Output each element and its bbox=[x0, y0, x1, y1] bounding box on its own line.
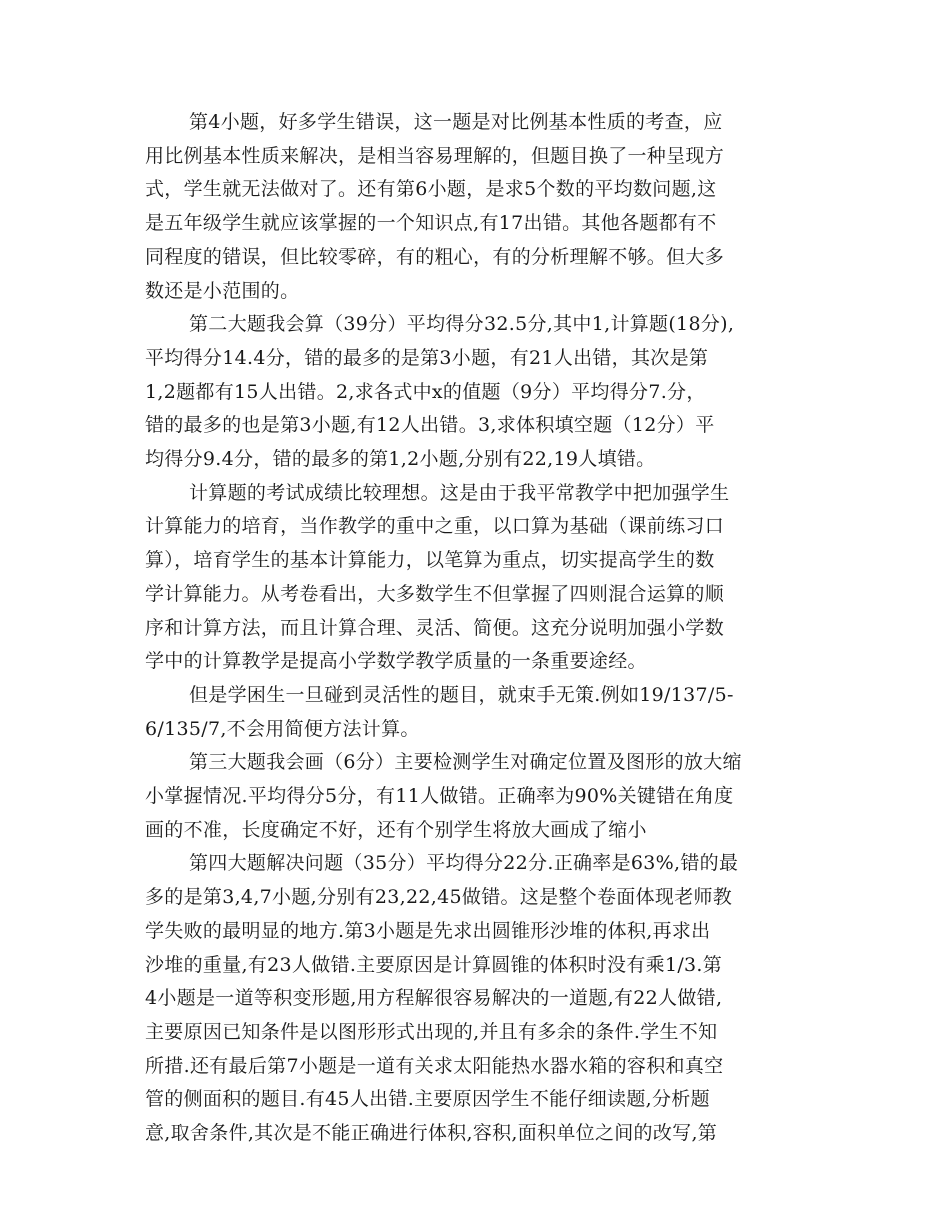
text-line: 是五年级学生就应该掌握的一个知识点,有17出错。其他各题都有不 bbox=[145, 212, 717, 235]
text-line: 计算题的考试成绩比较理想。这是由于我平常教学中把加强学生 bbox=[189, 481, 730, 504]
text-line: 学中的计算教学是提高小学数学教学质量的一条重要途经。 bbox=[145, 650, 647, 673]
paragraph-part-four-problem-solving bbox=[145, 847, 805, 1150]
paragraph-question-4-analysis bbox=[145, 106, 805, 308]
text-line: 所措.还有最后第7小题是一道有关求太阳能热水器水箱的容积和真空 bbox=[145, 1054, 724, 1077]
paragraph-calculation-results bbox=[145, 477, 805, 679]
text-line: 同程度的错误，但比较零碎，有的粗心，有的分析理解不够。但大多 bbox=[145, 245, 725, 268]
text-line: 画的不准，长度确定不好，还有个别学生将放大画成了缩小 bbox=[145, 818, 647, 841]
text-line: 多的是第3,4,7小题,分别有23,22,45做错。这是整个卷面体现老师教 bbox=[145, 886, 733, 909]
text-line: 但是学困生一旦碰到灵活性的题目，就束手无策.例如19/137/5- bbox=[189, 683, 734, 706]
document-body bbox=[145, 106, 805, 1151]
text-line: 意,取舍条件,其次是不能正确进行体积,容积,面积单位之间的改写,第 bbox=[145, 1122, 718, 1145]
text-line: 计算能力的培育，当作教学的重中之重，以口算为基础（课前练习口 bbox=[145, 515, 725, 538]
paragraph-part-two-calculation bbox=[145, 308, 805, 477]
text-line: 小掌握情况.平均得分5分，有11人做错。正确率为90%关键错在角度 bbox=[145, 785, 734, 808]
text-line: 4小题是一道等积变形题,用方程解很容易解决的一道题,有22人做错, bbox=[145, 987, 723, 1010]
text-line: 错的最多的也是第3小题,有12人出错。3,求体积填空题（12分）平 bbox=[145, 414, 715, 437]
text-line: 学失败的最明显的地方.第3小题是先求出圆锥形沙堆的体积,再求出 bbox=[145, 919, 711, 942]
text-line: 管的侧面积的题目.有45人出错.主要原因学生不能仔细读题,分析题 bbox=[145, 1088, 710, 1111]
paragraph-part-three-drawing bbox=[145, 746, 805, 847]
text-line: 算），培育学生的基本计算能力，以笔算为重点，切实提高学生的数 bbox=[145, 549, 715, 572]
text-line: 第二大题我会算（39分）平均得分32.5分,其中1,计算题(18分), bbox=[189, 313, 735, 336]
text-line: 平均得分14.4分，错的最多的是第3小题，有21人出错，其次是第 bbox=[145, 346, 709, 369]
text-line: 1,2题都有15人出错。2,求各式中x的值题（9分）平均得分7.分， bbox=[145, 380, 706, 403]
text-line: 式，学生就无法做对了。还有第6小题，是求5个数的平均数问题,这 bbox=[145, 178, 717, 201]
text-line: 第4小题，好多学生错误，这一题是对比例基本性质的考查，应 bbox=[189, 111, 723, 133]
text-line: 用比例基本性质来解决，是相当容易理解的，但题目换了一种呈现方 bbox=[145, 144, 725, 167]
text-line: 均得分9.4分，错的最多的第1,2小题,分别有22,19人填错。 bbox=[145, 448, 656, 471]
text-line: 数还是小范围的。 bbox=[145, 279, 300, 302]
paragraph-struggling-students bbox=[145, 679, 805, 746]
text-line: 6/135/7,不会用简便方法计算。 bbox=[145, 717, 420, 740]
text-line: 沙堆的重量,有23人做错.主要原因是计算圆锥的体积时没有乘1/3.第 bbox=[145, 953, 723, 976]
text-line: 第三大题我会画（6分）主要检测学生对确定位置及图形的放大缩 bbox=[189, 751, 742, 774]
text-line: 序和计算方法，而且计算合理、灵活、简便。这充分说明加强小学数 bbox=[145, 616, 725, 639]
text-line: 主要原因已知条件是以图形形式出现的,并且有多余的条件.学生不知 bbox=[145, 1020, 718, 1043]
text-line: 第四大题解决问题（35分）平均得分22分.正确率是63%,错的最 bbox=[189, 852, 739, 875]
text-line: 学计算能力。从考卷看出，大多数学生不但掌握了四则混合运算的顺 bbox=[145, 582, 725, 605]
